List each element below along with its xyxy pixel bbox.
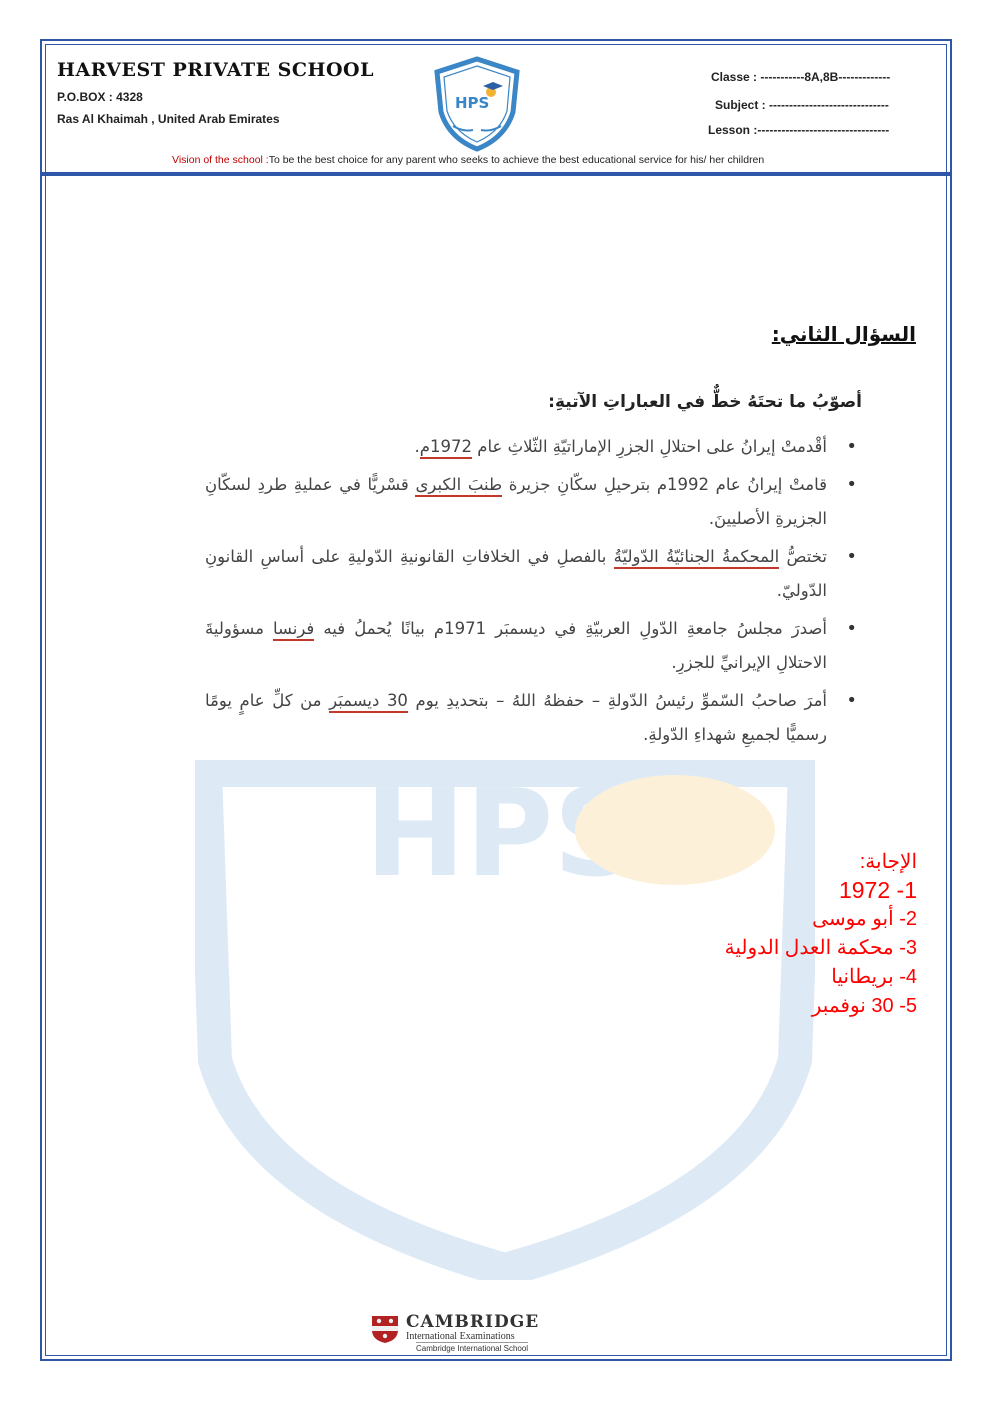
cambridge-name: CAMBRIDGE xyxy=(406,1312,540,1332)
class-field: Classe : -----------8A,8B------------- xyxy=(711,70,891,84)
answer-item: 2- أبو موسى xyxy=(812,908,917,930)
vision-label: Vision of the school : xyxy=(172,154,269,166)
underlined-term: المحكمةُ الجنائيّةُ الدّوليّةُ xyxy=(614,547,780,569)
question-title: السؤال الثاني: xyxy=(771,322,916,346)
answer-item: 3- محكمة العدل الدولية xyxy=(724,937,917,959)
underlined-term: 30 ديسمبَر xyxy=(329,691,408,713)
statement-text: أمرَ صاحبُ السّموِّ رئيسُ الدّولةِ – حفظهُ اللهُ – بتحديدِ يوم xyxy=(407,691,827,710)
po-box: P.O.BOX : 4328 xyxy=(57,90,143,104)
cambridge-shield-icon xyxy=(370,1314,400,1344)
statement-text: أصدرَ مجلسُ جامعةِ الدّولِ العربيّةِ في ديسمبَر 1971م بيانًا يُحملُ فيه xyxy=(314,619,827,638)
statement-text: تختصُّ xyxy=(779,547,827,566)
statement-item xyxy=(205,612,857,680)
underlined-term: 1972م xyxy=(420,437,472,459)
logo-text: HPS xyxy=(455,94,490,112)
school-name: HARVEST PRIVATE SCHOOL xyxy=(57,59,374,81)
statement-text: من كلِّ عامٍ يومًا رسميًّا لجميعِ شهداءِ الدّولةِ. xyxy=(205,691,827,744)
answer-item: 1- 1972 xyxy=(838,877,917,903)
statement-item xyxy=(205,684,857,752)
statement-item xyxy=(205,430,857,464)
hps-logo xyxy=(433,56,521,152)
cambridge-logo xyxy=(370,1314,610,1354)
question-instructions: أصوّبُ ما تحتَهُ خطٌّ في العباراتِ الآتيةِ: xyxy=(548,392,862,412)
svg-text:HPS: HPS xyxy=(365,765,640,904)
answers-title: الإجابة: xyxy=(859,851,917,873)
cambridge-exams: International Examinations xyxy=(406,1331,515,1342)
subject-field: Subject : ------------------------------ xyxy=(715,98,889,112)
school-address: Ras Al Khaimah , United Arab Emirates xyxy=(57,112,280,126)
statement-item xyxy=(205,540,857,608)
statement-text: أقْدمتْ إيرانُ على احتلالِ الجزرِ الإماراتيّةِ الثّلاثِ عام xyxy=(472,437,827,456)
statement-text: بالفصلِ في الخلافاتِ القانونيةِ الدّوليةِ على أساسِ القانونِ الدّوليّ. xyxy=(205,547,827,600)
vision-text: To be the best choice for any parent who seeks to achieve the best educational service for his/ her children xyxy=(268,154,765,166)
statement-text: قسْريًّا في عمليةِ طردِ لسكّانِ الجزيرةِ الأصليينَ. xyxy=(205,475,827,528)
statement-text: . xyxy=(414,437,420,456)
statement-text: مسؤوليةَ الاحتلالِ الإيرانيِّ للجزرِ. xyxy=(205,619,827,672)
underlined-term: فرنسا xyxy=(273,619,314,641)
header-divider xyxy=(41,172,951,176)
underlined-term: طنبَ الكبرى xyxy=(415,475,502,497)
answers-block xyxy=(597,848,917,1021)
cambridge-school: Cambridge International School xyxy=(416,1344,529,1353)
answer-item: 5- 30 نوفمبر xyxy=(811,995,917,1017)
statement-text: قامتْ إيرانُ عام 1992م بترحيلِ سكّانِ جزيرة xyxy=(502,475,827,494)
statement-item xyxy=(205,468,857,536)
answer-item: 4- بريطانيا xyxy=(831,966,917,988)
statement-list xyxy=(205,430,857,756)
vision-statement xyxy=(172,154,764,166)
lesson-field: Lesson :--------------------------------- xyxy=(708,123,890,137)
